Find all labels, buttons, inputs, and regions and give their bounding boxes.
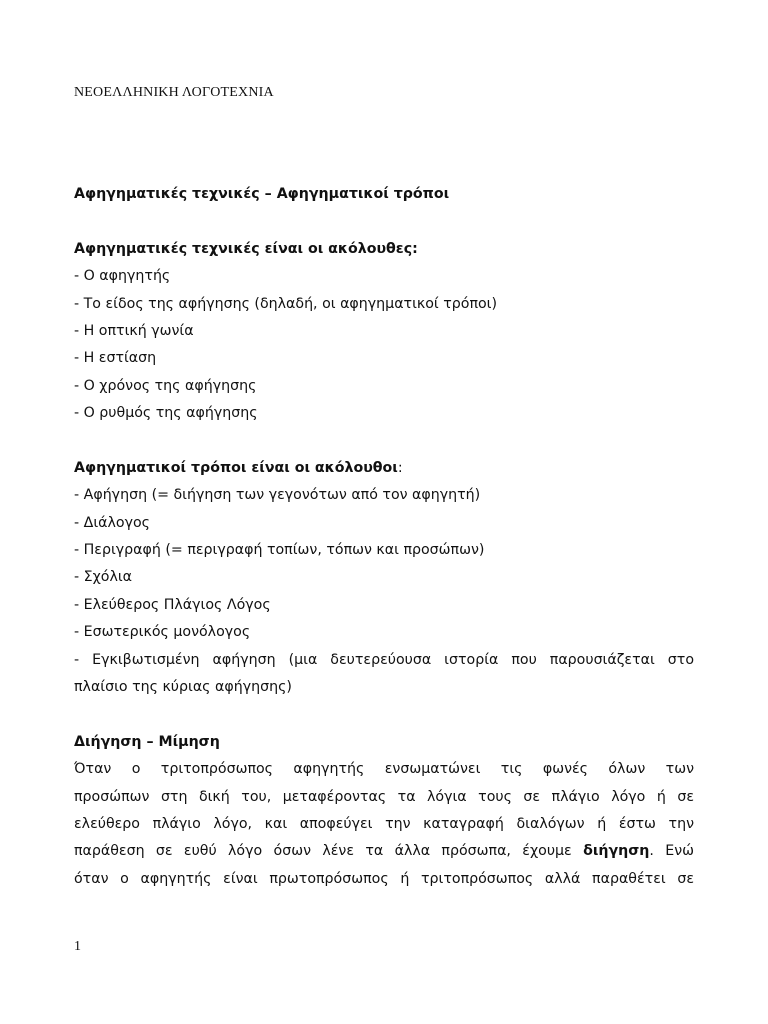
paragraph-line: Όταν ο τριτοπρόσωπος αφηγητής ενσωματώνει τις φωνές όλων των bbox=[74, 761, 694, 778]
techniques-intro: Αφηγηματικές τεχνικές είναι οι ακόλουθες: bbox=[74, 240, 418, 257]
list-item: - Το είδος της αφήγησης (δηλαδή, οι αφηγηματικοί τρόποι) bbox=[74, 295, 498, 312]
document-body bbox=[74, 181, 694, 893]
paragraph-line: προσώπων στη δική του, μεταφέροντας τα λόγια τους σε πλάγιο λόγο ή σε bbox=[74, 788, 694, 805]
page-number: 1 bbox=[74, 939, 81, 954]
list-item-continuation: πλαίσιο της κύριας αφήγησης) bbox=[74, 679, 292, 696]
list-item: - Διάλογος bbox=[74, 514, 150, 531]
emphasized-term: διήγηση bbox=[583, 843, 650, 860]
blank-line bbox=[74, 701, 694, 728]
blank-line bbox=[74, 428, 694, 455]
list-item: - Ο χρόνος της αφήγησης bbox=[74, 377, 257, 394]
subsection-heading: Διήγηση – Μίμηση bbox=[74, 733, 220, 750]
list-item: - Η οπτική γωνία bbox=[74, 322, 194, 339]
list-item: - Η εστίαση bbox=[74, 350, 157, 367]
list-item: - Ο ρυθμός της αφήγησης bbox=[74, 405, 258, 422]
list-item: - Εσωτερικός μονόλογος bbox=[74, 624, 251, 641]
paragraph-line bbox=[74, 838, 694, 865]
blank-line bbox=[74, 208, 694, 235]
paragraph-text: παράθεση σε ευθύ λόγο όσων λένε τα άλλα πρόσωπα, έχουμε bbox=[74, 843, 584, 860]
modes-intro-colon: : bbox=[397, 459, 403, 476]
paragraph-line: ελεύθερο πλάγιο λόγο, και αποφεύγει την καταγραφή διαλόγων ή έστω την bbox=[74, 815, 694, 832]
list-item: - Αφήγηση (= διήγηση των γεγονότων από τον αφηγητή) bbox=[74, 487, 481, 504]
list-item: - Ελεύθερος Πλάγιος Λόγος bbox=[74, 596, 271, 613]
paragraph-line: όταν ο αφηγητής είναι πρωτοπρόσωπος ή τριτοπρόσωπος αλλά παραθέτει σε bbox=[74, 870, 694, 887]
modes-intro: Αφηγηματικοί τρόποι είναι οι ακόλουθοι bbox=[74, 459, 398, 476]
paragraph-text: . Ενώ bbox=[649, 843, 694, 860]
list-item: - Ο αφηγητής bbox=[74, 268, 171, 285]
list-item: - Σχόλια bbox=[74, 569, 133, 586]
section-heading: Αφηγηματικές τεχνικές – Αφηγηματικοί τρόποι bbox=[74, 186, 450, 202]
list-item: - Περιγραφή (= περιγραφή τοπίων, τόπων και προσώπων) bbox=[74, 542, 485, 559]
modes-intro-line bbox=[74, 455, 694, 482]
list-item-wrapped-line: - Εγκιβωτισμένη αφήγηση (μια δευτερεύουσα ιστορία που παρουσιάζεται στο bbox=[74, 651, 694, 668]
document-header-title: ΝΕΟΕΛΛΗΝΙΚΗ ΛΟΓΟΤΕΧΝΙΑ bbox=[74, 85, 274, 100]
